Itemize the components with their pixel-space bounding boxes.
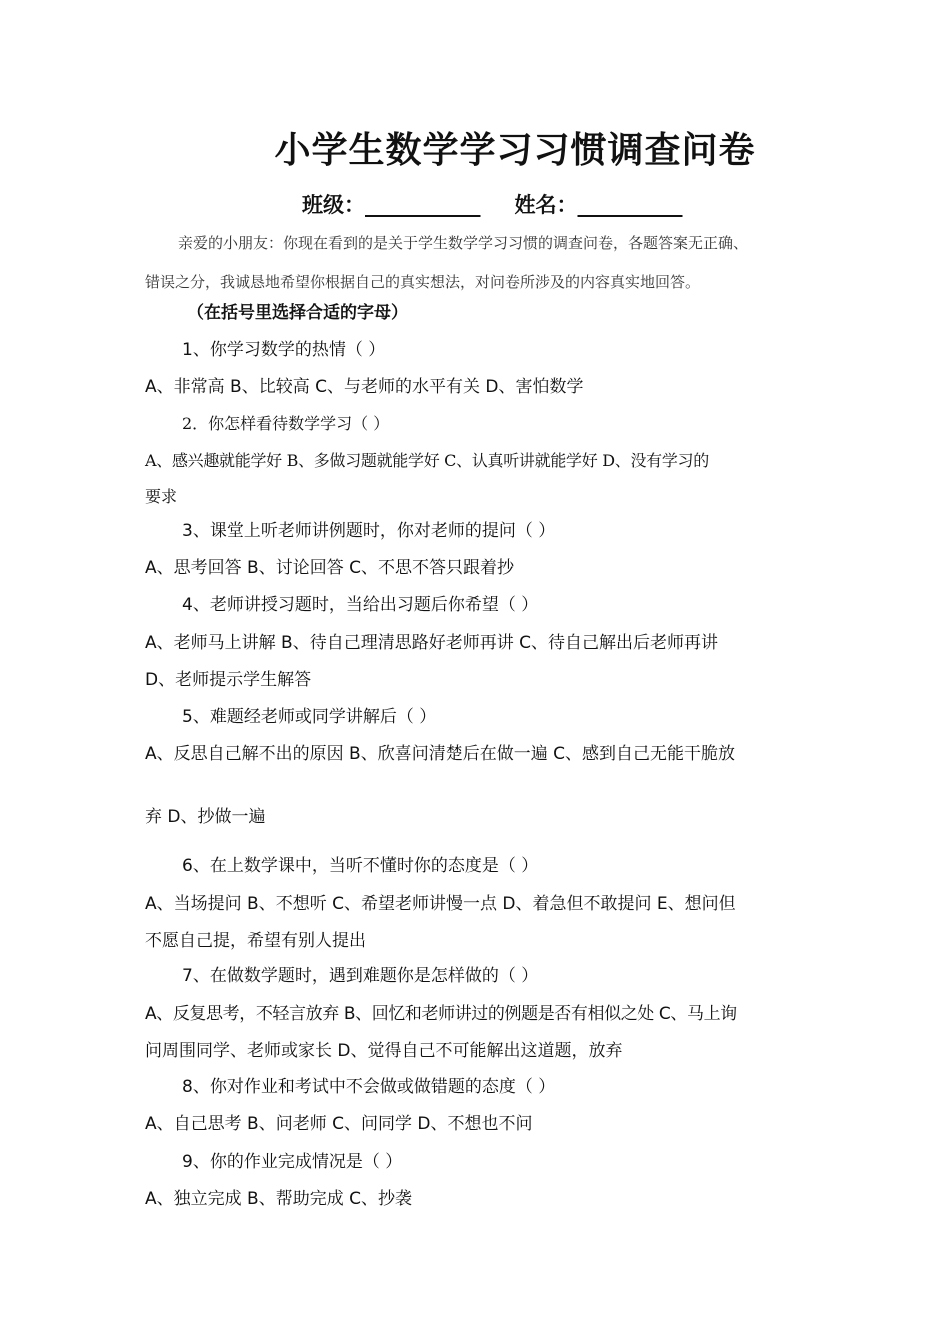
question-1-options: A、非常高 B、比较高 C、与老师的水平有关 D、害怕数学 (145, 377, 584, 397)
question-9-options: A、独立完成 B、帮助完成 C、抄袭 (145, 1189, 412, 1209)
question-6-options: A、当场提问 B、不想听 C、希望老师讲慢一点 D、着急但不敢提问 E、想问但 (145, 894, 736, 914)
question-5-options-cont: 弃 D、抄做一遍 (145, 807, 266, 827)
question-6-options-cont: 不愿自己提，希望有别人提出 (145, 931, 366, 951)
question-6-text: 6、在上数学课中，当听不懂时你的态度是（ ） (182, 856, 539, 876)
intro-line-1: 亲爱的小朋友：你现在看到的是关于学生数学学习习惯的调查问卷，各题答案无正确、 (178, 234, 749, 252)
question-7-text: 7、在做数学题时，遇到难题你是怎样做的（ ） (182, 966, 539, 986)
question-9-text: 9、你的作业完成情况是（ ） (182, 1152, 403, 1172)
question-3-options: A、思考回答 B、讨论回答 C、不思不答只跟着抄 (145, 558, 514, 578)
intro-line-2: 错误之分，我诚恳地希望你根据自己的真实想法，对问卷所涉及的内容真实地回答。 (145, 273, 701, 291)
question-4-options: A、老师马上讲解 B、待自己理清思路好老师再讲 C、待自己解出后老师再讲 (145, 633, 718, 653)
question-4-text: 4、老师讲授习题时，当给出习题后你希望（ ） (182, 595, 539, 615)
question-5-text: 5、难题经老师或同学讲解后（ ） (182, 707, 437, 727)
question-7-options-cont: 问周围同学、老师或家长 D、觉得自己不可能解出这道题，放弃 (145, 1041, 623, 1061)
question-7-options: A、反复思考，不轻言放弃 B、回忆和老师讲过的例题是否有相似之处 C、马上询 (145, 1004, 737, 1024)
class-field-label: 班级：___________ (302, 192, 481, 217)
question-4-options-cont: D、老师提示学生解答 (145, 670, 312, 690)
question-2-options: A、感兴趣就能学好 B、多做习题就能学好 C、认真听讲就能学好 D、没有学习的 (145, 451, 709, 470)
document-title: 小学生数学学习习惯调查问卷 (274, 129, 756, 171)
question-3-text: 3、课堂上听老师讲例题时，你对老师的提问（ ） (182, 521, 556, 541)
question-2-options-cont: 要求 (145, 487, 178, 506)
question-5-options: A、反思自己解不出的原因 B、欣喜问清楚后在做一遍 C、感到自己无能干脆放 (145, 744, 735, 764)
instruction-text: （在括号里选择合适的字母） (187, 303, 408, 323)
question-1-text: 1、你学习数学的热情（ ） (182, 340, 386, 360)
question-2-text: 2．你怎样看待数学学习（ ） (182, 414, 390, 433)
class-name-row (302, 188, 683, 222)
name-field-label: 姓名：__________ (514, 192, 683, 217)
question-8-text: 8、你对作业和考试中不会做或做错题的态度（ ） (182, 1077, 556, 1097)
question-8-options: A、自己思考 B、问老师 C、问同学 D、不想也不问 (145, 1114, 533, 1134)
